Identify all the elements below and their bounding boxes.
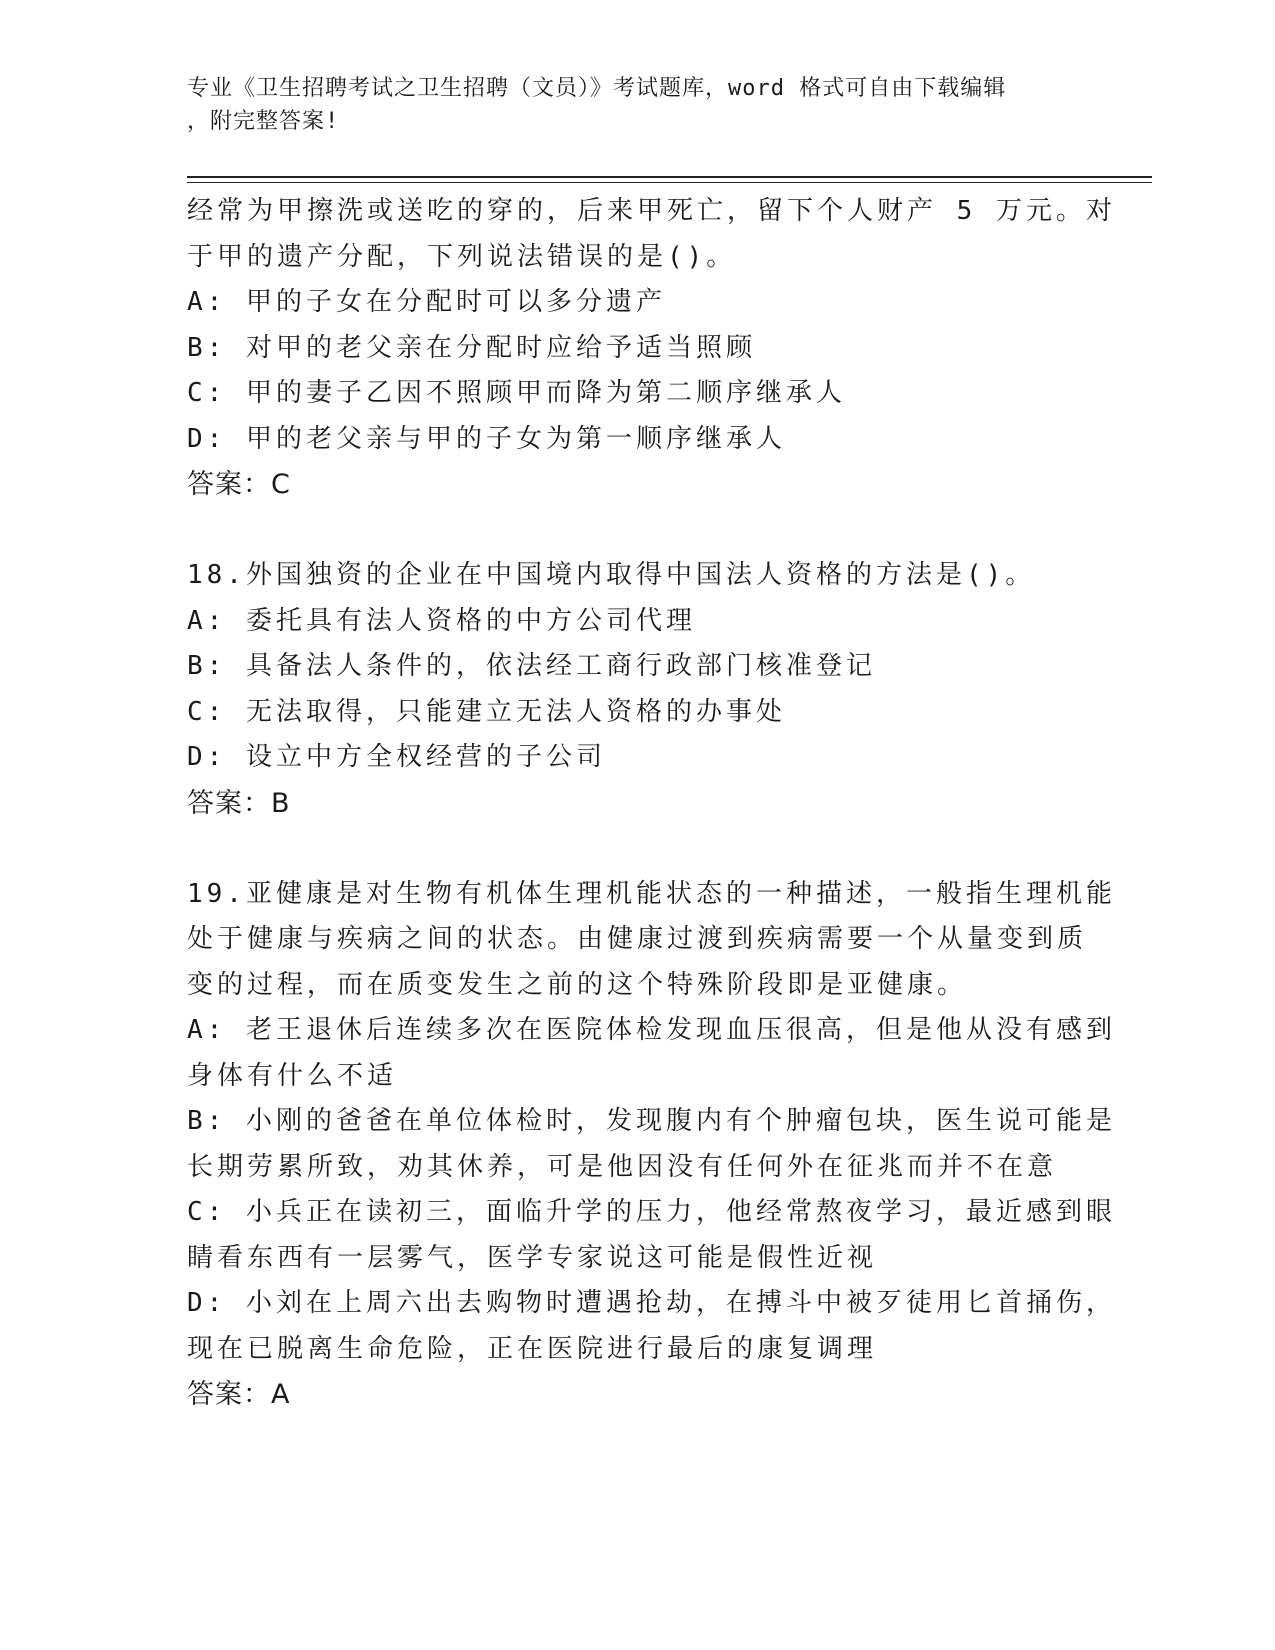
option-b: B: 具备法人条件的，依法经工商行政部门核准登记 — [187, 651, 876, 681]
option-b: B: 小刚的爸爸在单位体检时，发现腹内有个肿瘤包块，医生说可能是 — [187, 1106, 1116, 1136]
question-stem-line: 18.外国独资的企业在中国境内取得中国法人资格的方法是()。 — [187, 560, 1036, 590]
question-stem-line: 变的过程，而在质变发生之前的这个特殊阶段即是亚健康。 — [187, 969, 968, 1000]
option-a: A: 老王退休后连续多次在医院体检发现血压很高，但是他从没有感到 — [187, 1015, 1116, 1045]
option-b: B: 对甲的老父亲在分配时应给予适当照顾 — [187, 332, 756, 363]
question-17 — [187, 189, 1116, 508]
question-stem-line: 处于健康与疾病之间的状态。由健康过渡到疾病需要一个从量变到质 — [187, 924, 1088, 954]
option-b-continued: 长期劳累所致，劝其休养，可是他因没有任何外在征兆而并不在意 — [187, 1151, 1058, 1182]
header-title-line-2: ，附完整答案! — [187, 109, 340, 134]
option-d: D: 设立中方全权经营的子公司 — [187, 742, 606, 772]
option-a: A: 委托具有法人资格的中方公司代理 — [187, 605, 696, 636]
option-c: C: 无法取得，只能建立无法人资格的办事处 — [187, 696, 786, 727]
option-d: D: 小刘在上周六出去购物时遭遇抢劫，在搏斗中被歹徒用匕首捅伤， — [187, 1288, 1116, 1318]
option-a: A: 甲的子女在分配时可以多分遗产 — [187, 287, 666, 317]
answer-label: 答案：B — [187, 787, 291, 819]
page-header — [187, 72, 1067, 138]
answer-label: 答案：C — [187, 469, 291, 500]
option-c: C: 甲的妻子乙因不照顾甲而降为第二顺序继承人 — [187, 378, 846, 408]
question-spacer — [187, 826, 1087, 872]
option-c-continued: 睛看东西有一层雾气，医学专家说这可能是假性近视 — [187, 1242, 878, 1273]
question-19 — [187, 872, 1116, 1418]
option-c: C: 小兵正在读初三，面临升学的压力，他经常熬夜学习，最近感到眼 — [187, 1197, 1116, 1227]
question-spacer — [187, 508, 1087, 554]
question-18 — [187, 553, 1087, 826]
option-a-continued: 身体有什么不适 — [187, 1060, 398, 1091]
question-stem-line: 于甲的遗产分配，下列说法错误的是()。 — [187, 241, 737, 272]
header-title-line-1: 专业《卫生招聘考试之卫生招聘（文员）》考试题库，word 格式可自由下载编辑 — [187, 76, 1007, 101]
question-stem-line: 经常为甲擦洗或送吃的穿的，后来甲死亡，留下个人财产 5 万元。对 — [187, 196, 1116, 226]
option-d: D: 甲的老父亲与甲的子女为第一顺序继承人 — [187, 423, 786, 454]
question-list — [187, 189, 1116, 1418]
question-stem-line: 19.亚健康是对生物有机体生理机能状态的一种描述，一般指生理机能 — [187, 878, 1116, 909]
answer-label: 答案：A — [187, 1379, 291, 1410]
header-divider-thick — [187, 176, 1152, 178]
header-divider-thin — [187, 182, 1152, 183]
option-d-continued: 现在已脱离生命危险，正在医院进行最后的康复调理 — [187, 1333, 878, 1364]
